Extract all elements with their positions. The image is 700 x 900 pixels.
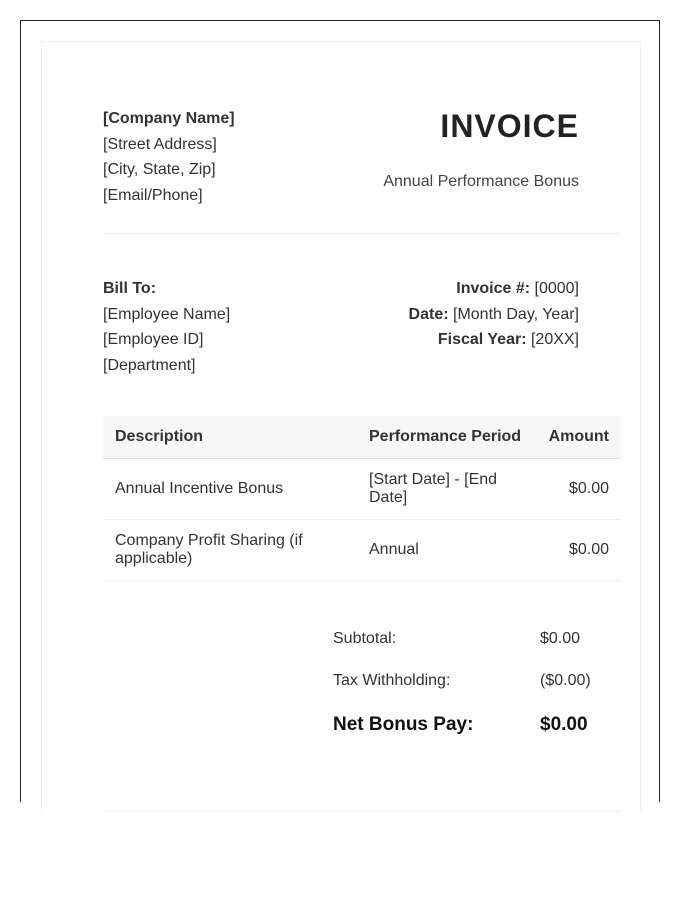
- fiscal-year-value: [20XX]: [530, 331, 579, 349]
- employee-name: [Employee Name]: [103, 305, 231, 323]
- invoice-number-label: Invoice #:: [456, 280, 531, 297]
- fiscal-year-line: [409, 327, 579, 353]
- invoice-date-label: Date:: [408, 305, 449, 323]
- invoice-date-value: [Month Day, Year]: [453, 305, 579, 323]
- row-description: Annual Incentive Bonus: [103, 459, 357, 520]
- totals-block: [333, 630, 593, 756]
- invoice-meta-block: [409, 276, 579, 353]
- company-street: [Street Address]: [103, 135, 217, 153]
- row-description: Company Profit Sharing (if applicable): [103, 520, 357, 581]
- row-amount: $0.00: [536, 520, 621, 581]
- table-row: [103, 520, 621, 581]
- subtotal-label: Subtotal:: [333, 630, 397, 647]
- invoice-subtitle: Annual Performance Bonus: [383, 173, 579, 190]
- net-pay-label: Net Bonus Pay:: [333, 714, 474, 735]
- tax-row: [333, 672, 593, 714]
- document-frame: [20, 20, 660, 802]
- header-performance-period: Performance Period: [357, 416, 536, 459]
- subtotal-value: $0.00: [540, 630, 581, 647]
- invoice-number-value: [0000]: [534, 280, 579, 297]
- company-block: [103, 106, 235, 208]
- employee-department: [Department]: [103, 357, 196, 375]
- bill-to-label: Bill To:: [103, 280, 157, 297]
- company-contact: [Email/Phone]: [103, 186, 203, 204]
- header-divider: [103, 233, 621, 234]
- table-header-row: [103, 416, 621, 459]
- invoice-title: INVOICE: [440, 108, 579, 144]
- line-items-table: [103, 416, 621, 581]
- employee-id: [Employee ID]: [103, 331, 204, 349]
- header-amount: Amount: [536, 416, 621, 459]
- subtotal-row: [333, 630, 593, 672]
- row-period: Annual: [357, 520, 536, 581]
- net-pay-value: $0.00: [540, 714, 588, 735]
- footer-divider: [103, 811, 621, 812]
- invoice-paper: [41, 41, 641, 811]
- table-row: [103, 459, 621, 520]
- fiscal-year-label: Fiscal Year:: [437, 331, 527, 349]
- header-description: Description: [103, 416, 357, 459]
- tax-value: ($0.00): [540, 672, 591, 689]
- invoice-number-line: [409, 276, 579, 302]
- company-city: [City, State, Zip]: [103, 161, 216, 178]
- company-name: [Company Name]: [103, 110, 235, 127]
- invoice-date-line: [409, 302, 579, 328]
- tax-label: Tax Withholding:: [333, 672, 451, 689]
- row-period: [Start Date] - [End Date]: [357, 459, 536, 520]
- bill-to-block: [103, 276, 230, 379]
- net-pay-row: [333, 714, 593, 756]
- row-amount: $0.00: [536, 459, 621, 520]
